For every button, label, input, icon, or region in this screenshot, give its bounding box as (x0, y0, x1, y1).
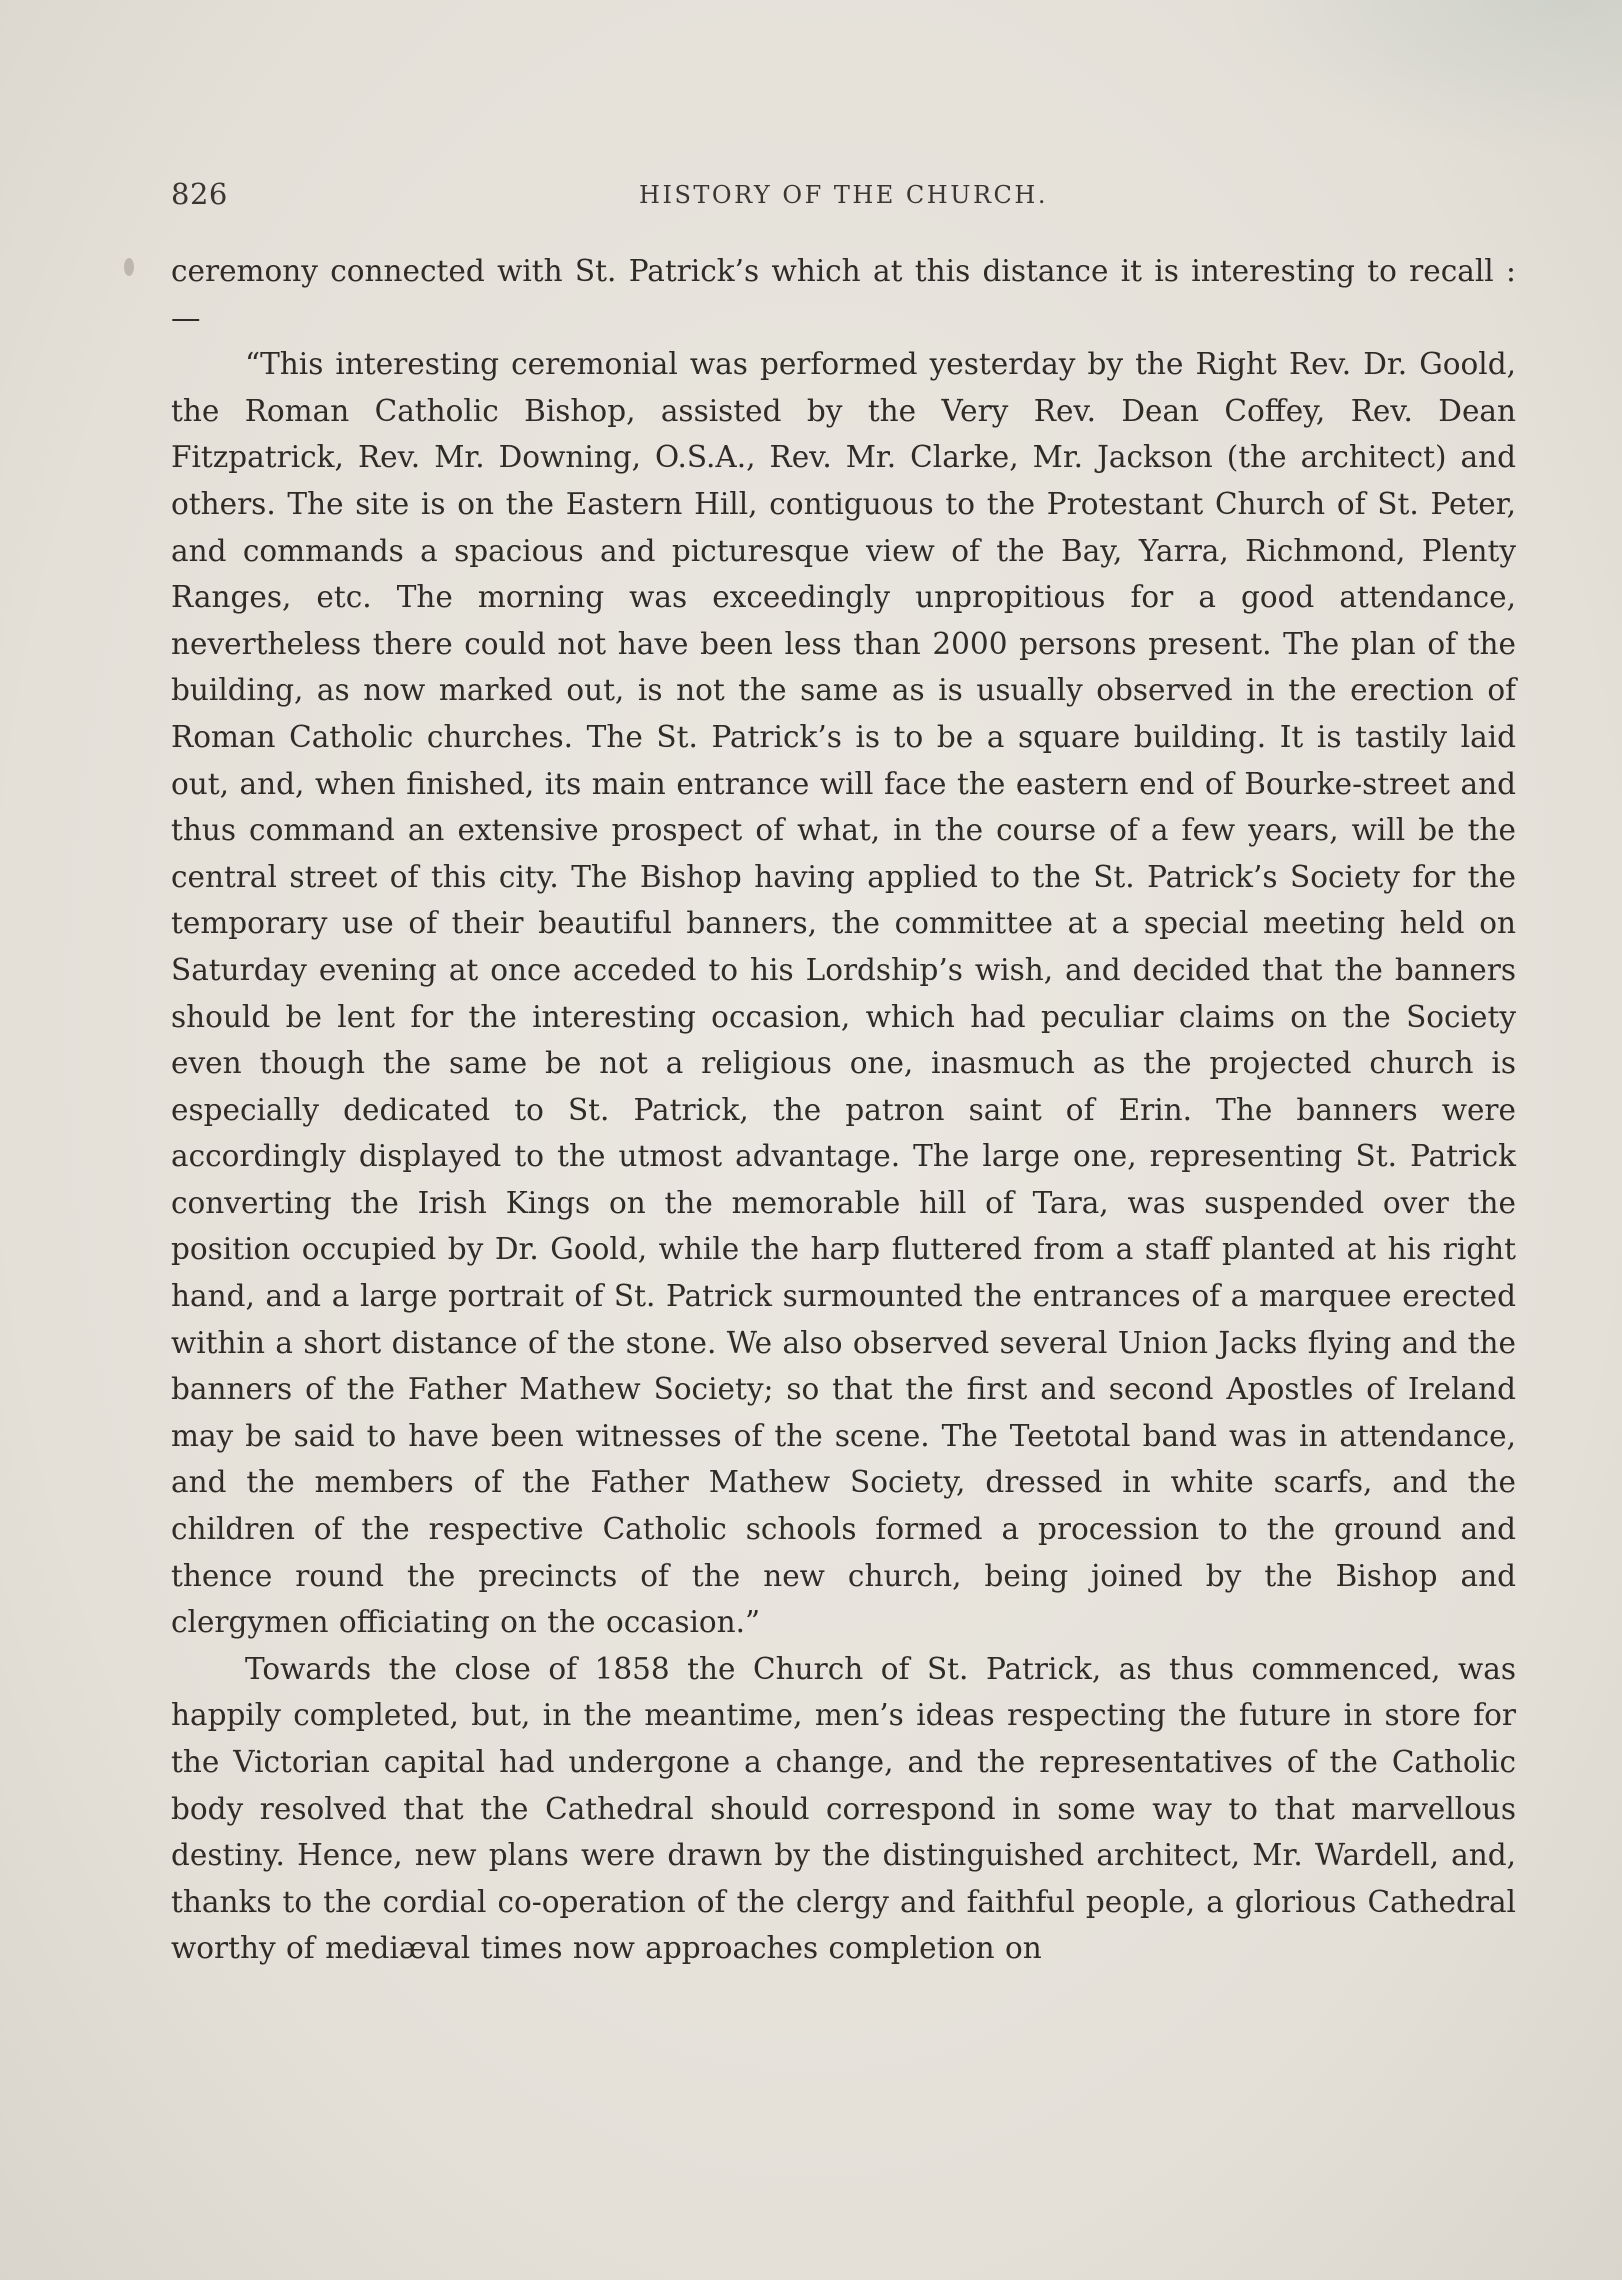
paragraph-quotation: “This interesting ceremonial was performed yesterday by the Right Rev. Dr. Goold, the Roman Catholic Bishop, assisted by the Very Rev. Dean Coffey, Rev. Dean Fitzpatrick, Rev. Mr. Downing, O.S.A., Rev. Mr. Clarke, Mr. Jackson (the architect) and others. The site is on the Eastern Hill, contiguous to the Protestant Church of St. Peter, and commands a spacious and picturesque view of the Bay, Yarra, Richmond, Plenty Ranges, etc. The morning was exceedingly unpropitious for a good attendance, nevertheless there could not have been less than 2000 persons present. The plan of the building, as now marked out, is not the same as is usually observed in the erection of Roman Catholic churches. The St. Patrick’s is to be a square building. It is tastily laid out, and, when finished, its main entrance will face the eastern end of Bourke-street and thus command an extensive prospect of what, in the course of a few years, will be the central street of this city. The Bishop having applied to the St. Patrick’s Society for the temporary use of their beautiful banners, the committee at a special meeting held on Saturday evening at once acceded to his Lordship’s wish, and decided that the banners should be lent for the interesting occasion, which had peculiar claims on the Society even though the same be not a religious one, inasmuch as the projected church is especially dedicated to St. Patrick, the patron saint of Erin. The banners were accordingly displayed to the utmost advantage. The large one, representing St. Patrick converting the Irish Kings on the memorable hill of Tara, was suspended over the position occupied by Dr. Goold, while the harp fluttered from a staff planted at his right hand, and a large portrait of St. Patrick surmounted the entrances of a marquee erected within a short distance of the stone. We also observed several Union Jacks flying and the banners of the Father Mathew Society; so that the first and second Apostles of Ireland may be said to have been witnesses of the scene. The Teetotal band was in attendance, and the members of the Father Mathew Society, dressed in white scarfs, and the children of the respective Catholic schools formed a procession to the ground and thence round the precincts of the new church, being joined by the Bishop and clergymen officiating on the occasion.” (171, 347, 1516, 1640)
body-text (171, 248, 1516, 1972)
running-head: HISTORY OF THE CHURCH. (639, 181, 1048, 209)
paragraph-continuation: ceremony connected with St. Patrick’s which at this distance it is interesting to recall :— (171, 254, 1516, 335)
paragraph-narrative: Towards the close of 1858 the Church of St. Patrick, as thus commenced, was happily completed, but, in the meantime, men’s ideas respecting the future in store for the Victorian capital had undergone a change, and the representatives of the Catholic body resolved that the Cathedral should correspond in some way to that marvellous destiny. Hence, new plans were drawn by the distinguished architect, Mr. Wardell, and, thanks to the cordial co-operation of the clergy and faithful people, a glorious Cathedral worthy of mediæval times now approaches completion on (171, 1651, 1516, 1966)
page-header (171, 175, 1516, 219)
page-number: 826 (171, 177, 228, 211)
light-glare (1202, 0, 1622, 160)
margin-ink-mark (124, 258, 134, 276)
